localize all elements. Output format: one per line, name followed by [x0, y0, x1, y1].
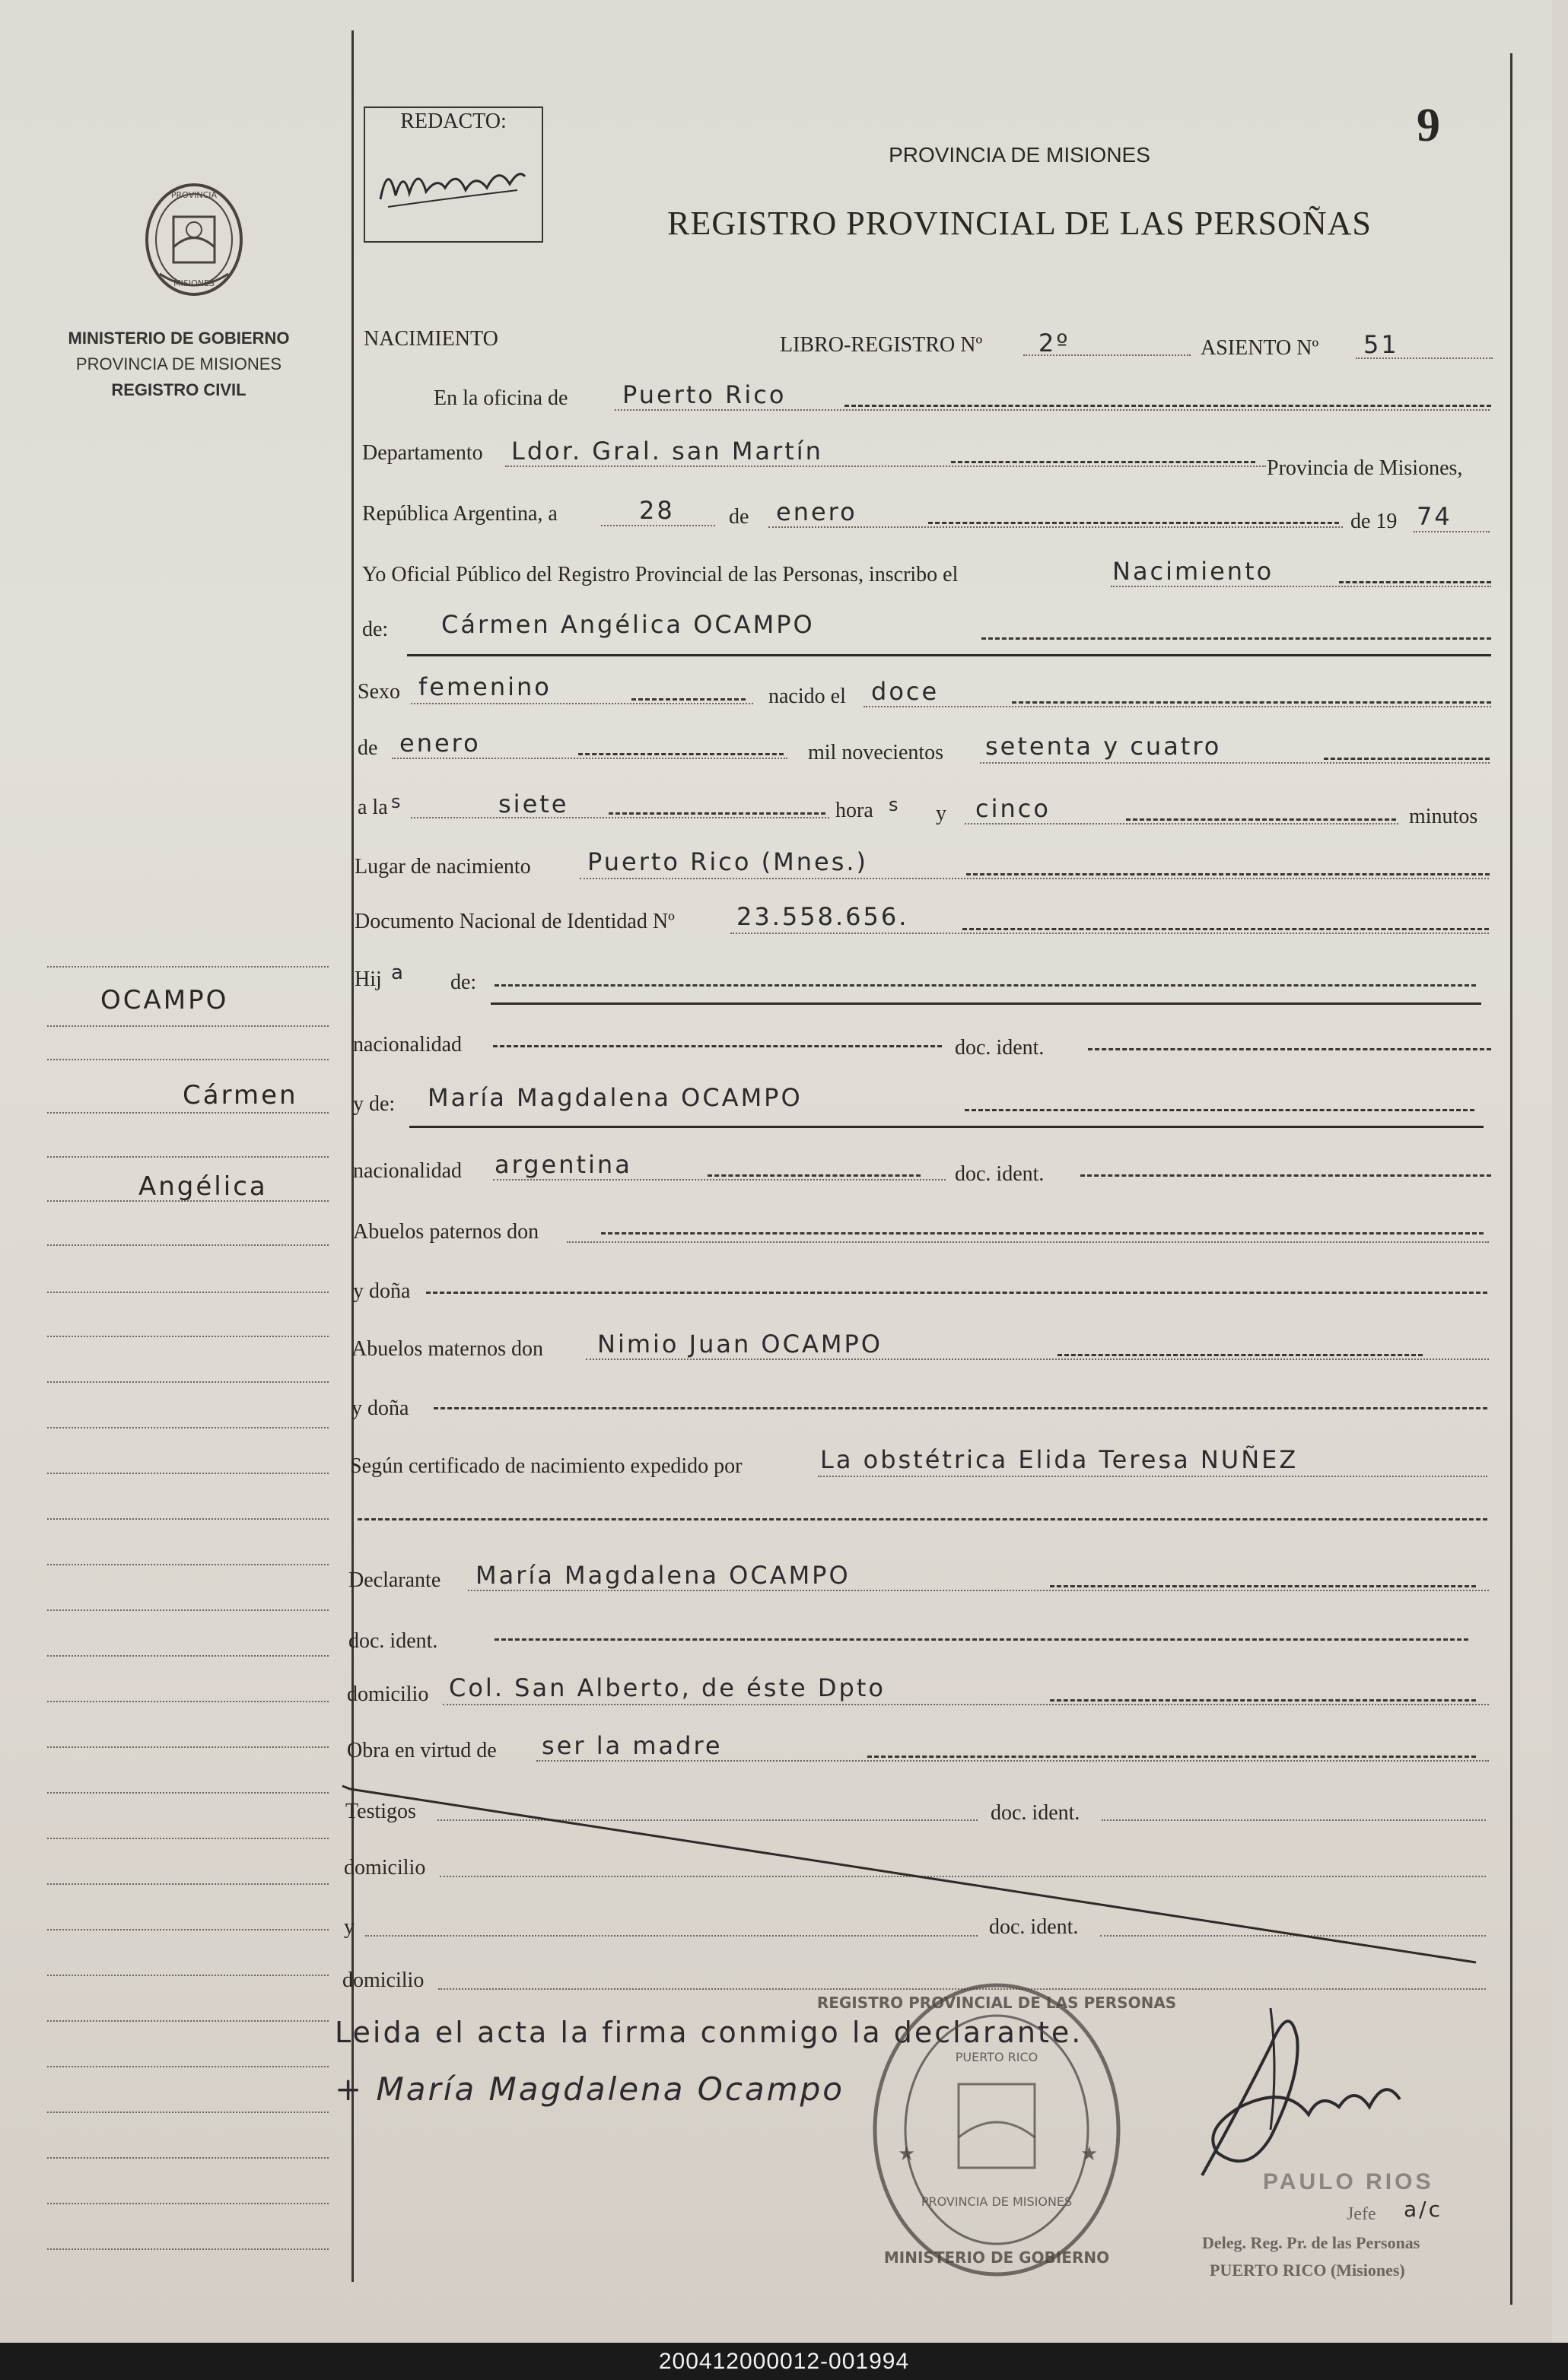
domicilio-fill	[1050, 1699, 1476, 1702]
margin-line	[47, 1838, 329, 1839]
sexo-value: femenino	[418, 672, 552, 701]
certificado-label: Según certificado de nacimiento expedido por	[350, 1454, 743, 1478]
oficial-fill	[1339, 581, 1491, 583]
stamp-text-top: REGISTRO PROVINCIAL DE LAS PERSONAS	[816, 1994, 1177, 2012]
oficina-value: Puerto Rico	[622, 380, 787, 409]
redacto-signature	[373, 146, 533, 222]
nacionalidad-label: nacionalidad	[353, 1033, 463, 1057]
minutos-label: minutos	[1409, 805, 1478, 828]
document-id-footer: 200412000012-001994	[0, 2343, 1568, 2380]
mil-label: mil novecientos	[808, 741, 944, 764]
margin-line	[47, 1473, 329, 1474]
provincia-label: Provincia de Misiones,	[1267, 456, 1463, 480]
year-line	[1414, 531, 1490, 532]
departamento-fill	[951, 461, 1255, 463]
abuelos-paternos-line	[567, 1241, 1489, 1243]
yde-label: y de:	[353, 1092, 396, 1116]
margin-line	[47, 2111, 329, 2113]
month-line	[768, 526, 1343, 528]
domicilio-label: domicilio	[347, 1683, 429, 1706]
testigos-doc-label: doc. ident.	[991, 1801, 1080, 1825]
margin-line	[47, 1609, 329, 1611]
nacido-value: doce	[871, 677, 940, 706]
documento-fill	[962, 928, 1489, 930]
month-fill	[928, 522, 1339, 524]
testigos-domicilio2-label: domicilio	[342, 1969, 425, 1992]
ministry-block	[30, 326, 327, 403]
official-title-handwritten: a/c	[1404, 2197, 1442, 2222]
margin-line	[47, 2203, 329, 2204]
margin-line	[47, 1929, 329, 1930]
stamp-star-icon: ★	[898, 2143, 916, 2165]
name-underline	[407, 654, 1491, 656]
margin-line	[47, 1746, 329, 1748]
asiento-label: ASIENTO Nº	[1201, 336, 1319, 360]
nacionalidad2-label: nacionalidad	[353, 1159, 463, 1183]
certificado-value: La obstétrica Elida Teresa NUÑEZ	[820, 1445, 1299, 1474]
libro-value: 2º	[1038, 329, 1070, 357]
minutes-value: cinco	[975, 794, 1051, 823]
year-words-fill	[1324, 758, 1490, 760]
republica-label: República Argentina, a	[362, 502, 558, 526]
margin-line	[47, 1381, 329, 1383]
oficina-fill	[844, 405, 1491, 407]
de-label: de	[729, 505, 749, 529]
mother-fill	[965, 1109, 1474, 1111]
name-fill	[981, 637, 1491, 640]
abuelos-paternos-label: Abuelos paternos don	[353, 1220, 539, 1244]
year-label: de 19	[1350, 510, 1398, 533]
y-dona2-label: y doña	[351, 1397, 409, 1420]
obra-value: ser la madre	[542, 1731, 723, 1760]
official-office-2: PUERTO RICO (Misiones)	[1210, 2261, 1405, 2280]
day-line	[601, 525, 715, 526]
official-name: PAULO RIOS	[1263, 2169, 1434, 2194]
margin-line	[47, 1059, 329, 1060]
lugar-fill	[966, 873, 1490, 875]
father-fill	[495, 984, 1476, 987]
margin-line	[47, 2020, 329, 2022]
declarante-value: María Magdalena OCAMPO	[475, 1561, 851, 1590]
stamp-text-bottom: MINISTERIO DE GOBIERNO	[883, 2248, 1110, 2267]
abuelos-maternos-label: Abuelos maternos don	[351, 1337, 543, 1361]
nacido-fill	[1012, 701, 1491, 704]
de-colon-label: de:	[362, 618, 389, 641]
name-value: Cármen Angélica OCAMPO	[441, 610, 815, 639]
margin-line	[47, 1655, 329, 1657]
declarante-signature: + María Magdalena Ocampo	[335, 2070, 844, 2108]
year-value: 74	[1417, 502, 1452, 531]
margin-line	[47, 1883, 329, 1885]
record-type: NACIMIENTO	[364, 327, 498, 351]
day-value: 28	[639, 496, 675, 525]
lugar-line	[580, 878, 1489, 879]
departamento-line	[505, 466, 1266, 467]
margin-line	[47, 1025, 329, 1027]
testigos-domicilio-label: domicilio	[344, 1856, 426, 1880]
hour-line	[411, 817, 829, 818]
province-coat-of-arms-icon	[137, 175, 251, 304]
margin-line	[47, 1244, 329, 1246]
doc-ident-fill	[1088, 1048, 1491, 1050]
registry-title: REGISTRO PROVINCIAL DE LAS PERSOÑAS	[667, 205, 1372, 242]
nacionalidad2-value: argentina	[495, 1150, 632, 1179]
doc-ident-label: doc. ident.	[955, 1036, 1045, 1060]
nacionalidad2-line	[493, 1179, 946, 1180]
obra-label: Obra en virtud de	[347, 1739, 497, 1762]
margin-line	[47, 1701, 329, 1702]
declarante-fill	[1050, 1585, 1476, 1587]
seal-label-top: PROVINCIA	[170, 190, 218, 200]
doc-ident2-fill	[1080, 1174, 1491, 1177]
lugar-label: Lugar de nacimiento	[355, 855, 531, 879]
margin-line	[47, 1336, 329, 1337]
ministry-line-2: PROVINCIA DE MISIONES	[75, 354, 282, 373]
margin-line	[47, 1292, 329, 1293]
documento-line	[730, 933, 1489, 934]
margin-line	[47, 966, 329, 968]
sexo-fill	[631, 698, 746, 701]
domicilio-line	[443, 1704, 1489, 1705]
hij-label: Hij	[355, 968, 382, 991]
official-signature	[1156, 1993, 1446, 2191]
sexo-label: Sexo	[358, 680, 400, 704]
margin-given-name-2: Angélica	[138, 1171, 268, 1202]
margin-line	[47, 1975, 329, 1976]
closing-line: Leida el acta la firma conmigo la declarante.	[335, 2016, 1083, 2049]
domicilio-value: Col. San Alberto, de éste Dpto	[449, 1673, 886, 1702]
margin-line	[47, 2157, 329, 2159]
certificado-line	[818, 1476, 1487, 1477]
abuelos-paternos-fill	[601, 1232, 1484, 1234]
month-value: enero	[776, 497, 857, 526]
oficina-line	[615, 409, 1490, 411]
oficial-text: Yo Oficial Público del Registro Provincial de las Personas, inscribo el	[362, 563, 959, 586]
y-dona2-fill	[434, 1407, 1487, 1409]
stamp-subtext: PUERTO RICO	[955, 2050, 1038, 2064]
certificado-fill	[358, 1518, 1487, 1520]
month2-value: enero	[399, 729, 481, 758]
mother-underline	[409, 1126, 1484, 1128]
mother-value: María Magdalena OCAMPO	[428, 1083, 803, 1112]
declarante-label: Declarante	[348, 1568, 441, 1592]
margin-line	[47, 2066, 329, 2067]
abuelos-maternos-value: Nimio Juan OCAMPO	[597, 1330, 883, 1358]
month2-fill	[578, 753, 784, 755]
ministry-line-1: MINISTERIO DE GOBIERNO	[68, 329, 290, 348]
abuelos-maternos-fill	[1058, 1354, 1423, 1356]
oficial-value: Nacimiento	[1112, 557, 1274, 586]
lugar-value: Puerto Rico (Mnes.)	[587, 847, 869, 876]
margin-line	[47, 1792, 329, 1794]
horas-suffix: s	[889, 794, 901, 815]
documento-value: 23.558.656.	[736, 902, 909, 931]
departamento-value: Ldor. Gral. san Martín	[511, 437, 823, 466]
seal-label-bottom: MISIONES	[173, 278, 215, 288]
year-words-line	[980, 762, 1490, 764]
margin-line	[47, 2248, 329, 2250]
redacto-label: REDACTO:	[400, 110, 507, 133]
doc-ident2-label: doc. ident.	[955, 1162, 1045, 1186]
nacionalidad2-fill	[708, 1174, 921, 1177]
redacto-box	[364, 106, 543, 243]
registry-stamp	[816, 1978, 1177, 2282]
year-words-value: setenta y cuatro	[985, 732, 1222, 761]
margin-surname: OCAMPO	[100, 985, 229, 1015]
testigos-doc2-label: doc. ident.	[989, 1915, 1079, 1939]
documento-label: Documento Nacional de Identidad Nº	[355, 910, 675, 933]
nacido-line	[864, 706, 1491, 707]
de2-label: de	[358, 736, 378, 760]
obra-fill	[867, 1756, 1476, 1758]
sexo-line	[411, 703, 753, 704]
father-underline	[491, 1003, 1481, 1005]
oficial-line	[1111, 586, 1491, 587]
declarante-doc-label: doc. ident.	[348, 1629, 438, 1653]
margin-line	[47, 1156, 329, 1158]
y-dona-label: y doña	[353, 1279, 411, 1303]
official-office-1: Deleg. Reg. Pr. de las Personas	[1202, 2233, 1420, 2252]
testigos-label: Testigos	[345, 1800, 416, 1823]
page-number: 9	[1417, 100, 1440, 151]
declarante-line	[468, 1590, 1489, 1591]
province-title: PROVINCIA DE MISIONES	[889, 143, 1150, 167]
margin-given-name-1: Cármen	[183, 1080, 298, 1111]
nacido-label: nacido el	[768, 685, 846, 708]
abuelos-maternos-line	[586, 1358, 1489, 1360]
margin-line	[47, 1518, 329, 1520]
hij-de-label: de:	[450, 971, 477, 994]
hour-value: siete	[498, 790, 569, 818]
testigos-cross-out	[335, 1780, 1522, 1978]
testigos-y-label: y	[344, 1915, 355, 1939]
nacionalidad-fill	[493, 1045, 942, 1047]
horas-label: hora	[835, 799, 873, 822]
libro-label: LIBRO-REGISTRO Nº	[780, 333, 983, 357]
ala-label: a la	[358, 796, 388, 819]
asiento-value: 51	[1363, 330, 1399, 359]
stamp-star-icon: ★	[1080, 2143, 1099, 2165]
declarante-doc-fill	[495, 1638, 1468, 1641]
hour-fill	[609, 812, 825, 815]
departamento-label: Departamento	[362, 441, 483, 465]
margin-line	[47, 1564, 329, 1565]
y-label: y	[936, 802, 946, 825]
hij-suffix: a	[391, 961, 406, 984]
official-title: Jefe	[1347, 2204, 1376, 2224]
minutes-line	[965, 823, 1398, 825]
margin-line	[47, 1112, 329, 1114]
stamp-center: PROVINCIA DE MISIONES	[921, 2194, 1073, 2209]
oficina-label: En la oficina de	[434, 386, 568, 410]
month2-line	[392, 758, 787, 759]
margin-line	[47, 1427, 329, 1428]
ministry-line-3: REGISTRO CIVIL	[111, 380, 246, 399]
obra-line	[536, 1760, 1489, 1762]
minutes-fill	[1126, 818, 1396, 821]
y-dona-fill	[426, 1292, 1487, 1294]
ala-suffix: s	[391, 791, 403, 812]
